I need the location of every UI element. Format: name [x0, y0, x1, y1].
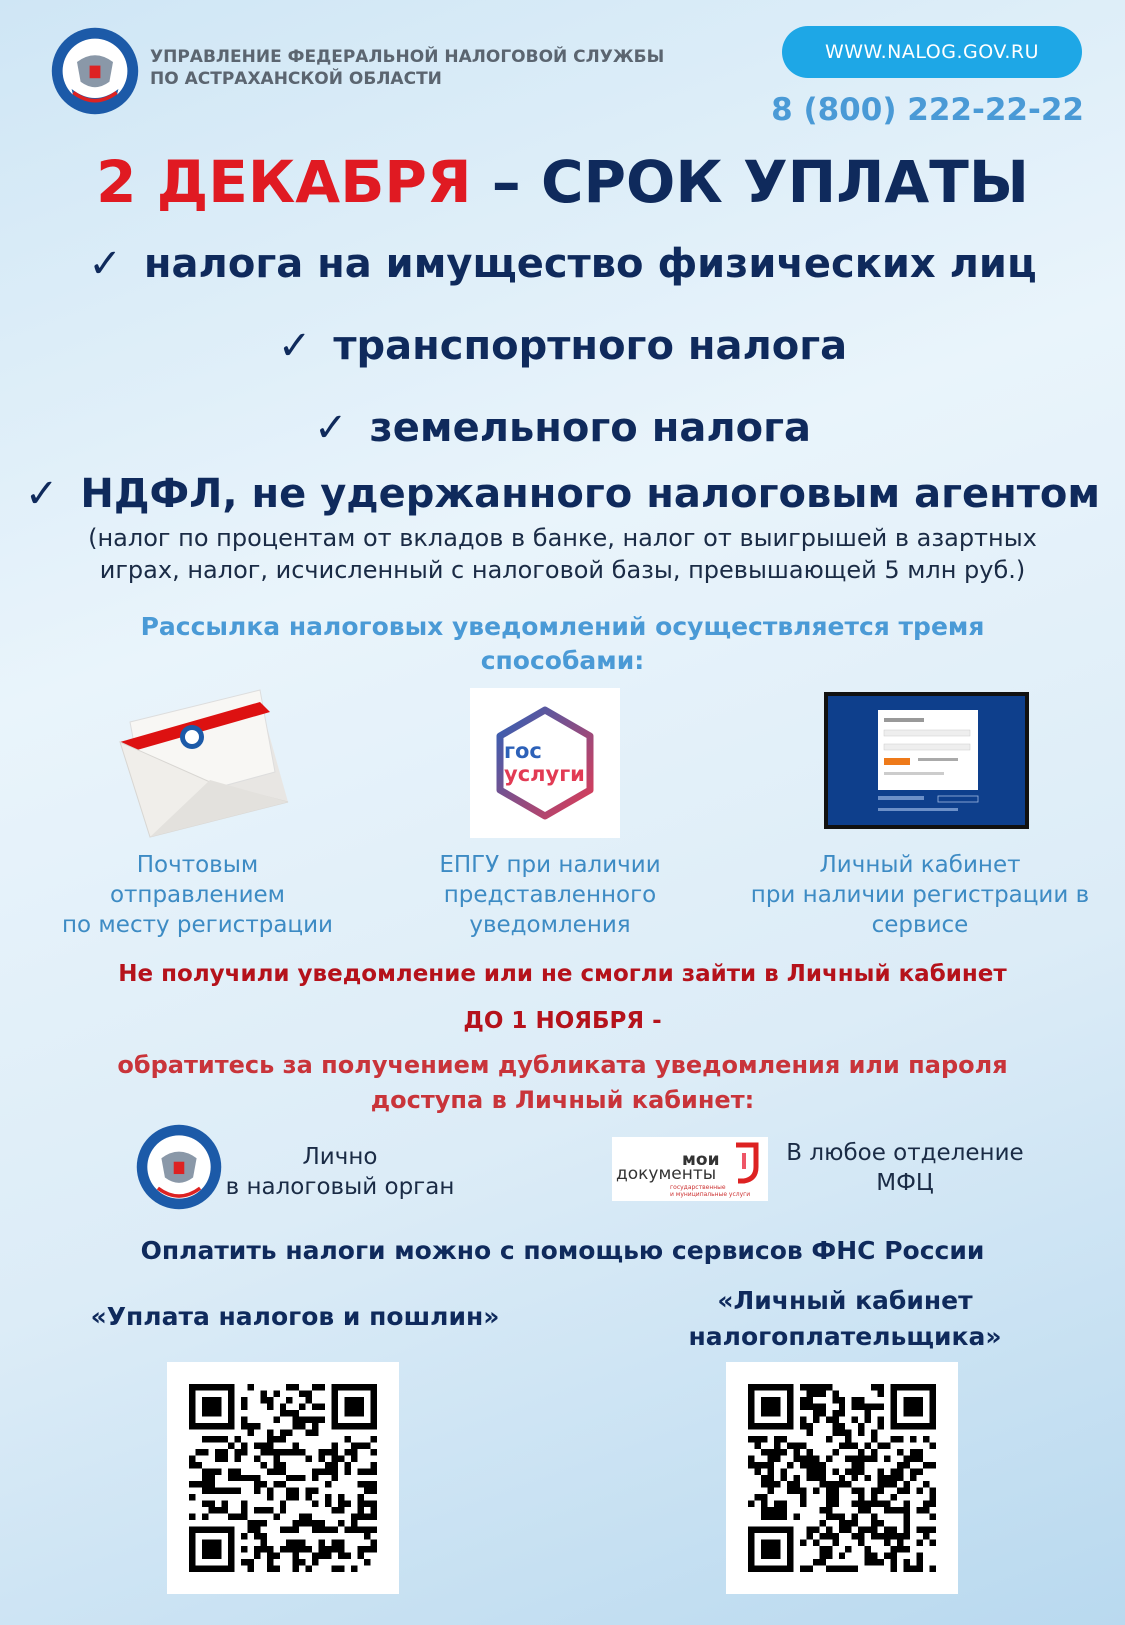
service-personal-cabinet: [640, 1283, 1050, 1355]
check-icon: ✓: [24, 471, 59, 517]
qr-code-pay-taxes[interactable]: [167, 1362, 399, 1594]
envelope-icon: [110, 682, 290, 842]
caption-line: при наличии регистрации в: [750, 882, 1090, 908]
tax-item: [0, 402, 1125, 454]
mfc-line1: В любое отделение: [786, 1140, 1024, 1166]
ndfl-note: [30, 522, 1095, 586]
tax-item-label: земельного налога: [369, 405, 812, 451]
service2-line1: «Личный кабинет: [717, 1286, 973, 1315]
qr-code-personal-cabinet[interactable]: [726, 1362, 958, 1594]
tax-item: [0, 238, 1125, 290]
headline: [0, 148, 1125, 216]
caption-line: представленного: [443, 882, 657, 908]
mfc-line2: МФЦ: [876, 1170, 934, 1196]
check-icon: ✓: [313, 405, 348, 451]
mailing-title-line2: способами:: [480, 646, 645, 675]
tax-item: [0, 320, 1125, 372]
warning-instruction-line2: доступа в Личный кабинет:: [370, 1086, 755, 1114]
warning-line1: Не получили уведомление или не смогли зайти в Личный кабинет: [118, 961, 1007, 987]
gosuslugi-text-1: гос: [504, 739, 542, 763]
org-name: [150, 46, 670, 90]
ndfl-note-line1: (налог по процентам от вкладов в банке, налог от выигрышей в азартных: [88, 524, 1037, 552]
qr-icon: [189, 1384, 377, 1572]
caption-line: отправлением: [109, 882, 286, 908]
mfc-option: [775, 1138, 1035, 1198]
tax-item: [0, 468, 1125, 520]
method-caption-mail: [40, 850, 355, 940]
ndfl-note-line2: играх, налог, исчисленный с налоговой базы, превышающей 5 млн руб.): [99, 556, 1026, 584]
check-icon: ✓: [277, 323, 312, 369]
caption-line: Личный кабинет: [819, 852, 1021, 878]
gosuslugi-logo: [470, 688, 620, 838]
moidoc-text-2: документы: [616, 1164, 717, 1184]
gosuslugi-text-2: услуги: [504, 762, 585, 786]
in-person-line2: в налоговый орган: [225, 1174, 455, 1200]
method-caption-cabinet: [740, 850, 1100, 940]
caption-line: уведомления: [469, 912, 631, 938]
site-link[interactable]: WWW.NALOG.GOV.RU: [782, 26, 1082, 78]
in-person-option: [215, 1142, 465, 1202]
warning-instruction: [60, 1048, 1065, 1118]
moi-dokumenty-icon: [612, 1137, 768, 1201]
moidoc-text-4: и муниципальные услуги: [670, 1191, 751, 1198]
qr-icon: [748, 1384, 936, 1572]
fns-emblem-icon: [135, 1122, 223, 1212]
phone-number[interactable]: 8 (800) 222-22-22: [771, 92, 1084, 128]
cabinet-login-image: [828, 696, 1025, 825]
moi-dokumenty-logo: [612, 1137, 768, 1201]
headline-rest: – СРОК УПЛАТЫ: [471, 148, 1029, 216]
caption-line: ЕПГУ при наличии: [439, 852, 661, 878]
check-icon: ✓: [88, 241, 122, 287]
org-name-line2: ПО АСТРАХАНСКОЙ ОБЛАСТИ: [150, 69, 442, 89]
payment-title: Оплатить налоги можно с помощью сервисов ФНС России: [140, 1236, 985, 1265]
mailing-title: [110, 610, 1015, 678]
caption-line: по месту регистрации: [62, 912, 333, 938]
method-caption-epgu: [405, 850, 695, 940]
caption-line: Почтовым: [136, 852, 259, 878]
service2-line2: налогоплательщика»: [688, 1322, 1002, 1351]
fns-emblem-icon: [50, 26, 140, 116]
personal-cabinet-screenshot: [824, 692, 1029, 829]
moidoc-text-1: мои: [682, 1150, 720, 1170]
tax-item-label: налога на имущество физических лиц: [143, 241, 1037, 287]
gosuslugi-hexagon-icon: [470, 688, 620, 838]
service-pay-taxes: «Уплата налогов и пошлин»: [90, 1302, 500, 1331]
moidoc-text-3: государственные: [670, 1184, 726, 1191]
warning-deadline: ДО 1 НОЯБРЯ -: [463, 1008, 662, 1034]
deadline-date: 2 ДЕКАБРЯ: [96, 148, 472, 216]
warning-instruction-line1: обратитесь за получением дубликата уведомления или пароля: [117, 1051, 1008, 1079]
tax-item-label: НДФЛ, не удержанного налоговым агентом: [80, 471, 1101, 517]
in-person-line1: Лично: [302, 1144, 378, 1170]
org-name-line1: УПРАВЛЕНИЕ ФЕДЕРАЛЬНОЙ НАЛОГОВОЙ СЛУЖБЫ: [150, 47, 665, 67]
caption-line: сервисе: [871, 912, 969, 938]
tax-item-label: транспортного налога: [333, 323, 848, 369]
mailing-title-line1: Рассылка налоговых уведомлений осуществляется тремя: [140, 612, 985, 641]
